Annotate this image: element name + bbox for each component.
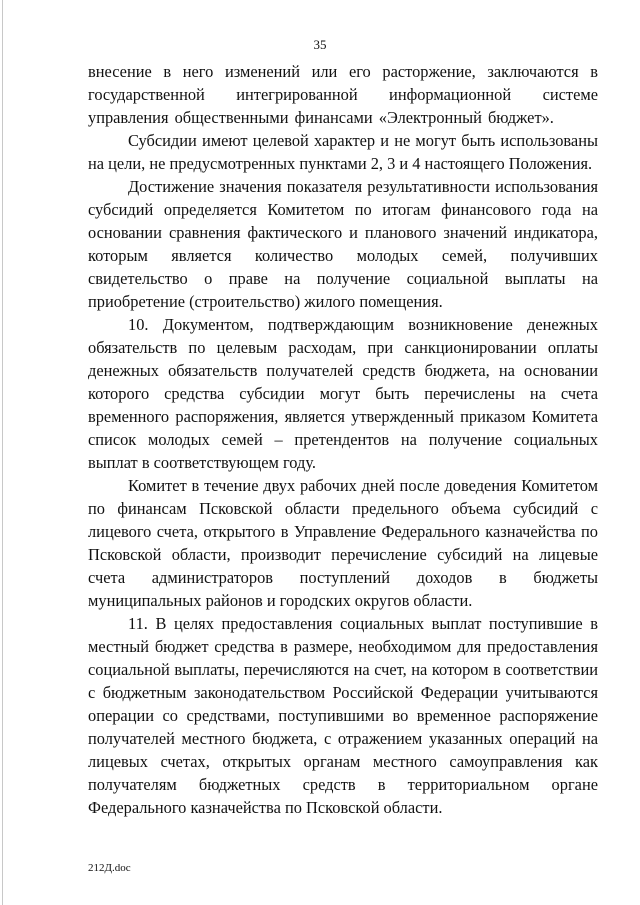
paragraph-item-11: 11. В целях предоставления социальных выплат поступившие в местный бюджет средства в размере, необходимом для предоставления социальной выплаты, перечисляются на счет, на котором в соответствии с бюджетным законодательством Российской Федерации учитываются операции со средствами, поступившими во временное распоряжение получателей местного бюджета, с отражением указанных операций на лицевых счетах, открытых органам местного самоуправления как получателям бюджетных средств в территориальном органе Федерального казначейства по Псковской области. <box>88 614 598 817</box>
scan-edge-line <box>2 0 3 905</box>
page-number: 35 <box>313 37 327 52</box>
paragraph-item-10: 10. Документом, подтверждающим возникновение денежных обязательств по целевым расходам, при санкционировании оплаты денежных обязательств получателей средств бюджета, на основании которого средства субсидии могут быть перечислены на счета временного распоряжения, является утвержденный приказом Комитета список молодых семей – претендентов на получение социальных выплат в соответствующем году. <box>88 315 598 472</box>
body-text <box>88 60 598 819</box>
paragraph-continuation: внесение в него изменений или его расторжение, заключаются в государственной интегрированной информационной системе управления общественными финансами «Электронный бюджет». <box>88 62 598 127</box>
paragraph-subsidy-purpose: Субсидии имеют целевой характер и не могут быть использованы на цели, не предусмотренных пунктами 2, 3 и 4 настоящего Положения. <box>88 131 598 173</box>
paragraph-performance-indicator: Достижение значения показателя результативности использования субсидий определяется Комитетом по итогам финансового года на основании сравнения фактического и планового значений индикатора, которым является количество молодых семей, получивших свидетельство о праве на получение социальной выплаты на приобретение (строительство) жилого помещения. <box>88 177 598 311</box>
footer-file-code: 212Д.doc <box>88 862 131 874</box>
paragraph-transfer-procedure: Комитет в течение двух рабочих дней после доведения Комитетом по финансам Псковской области предельного объема субсидий с лицевого счета, открытого в Управление Федерального казначейства по Псковской области, производит перечисление субсидий на лицевые счета администраторов поступлений доходов в бюджеты муниципальных районов и городских округов области. <box>88 476 598 610</box>
